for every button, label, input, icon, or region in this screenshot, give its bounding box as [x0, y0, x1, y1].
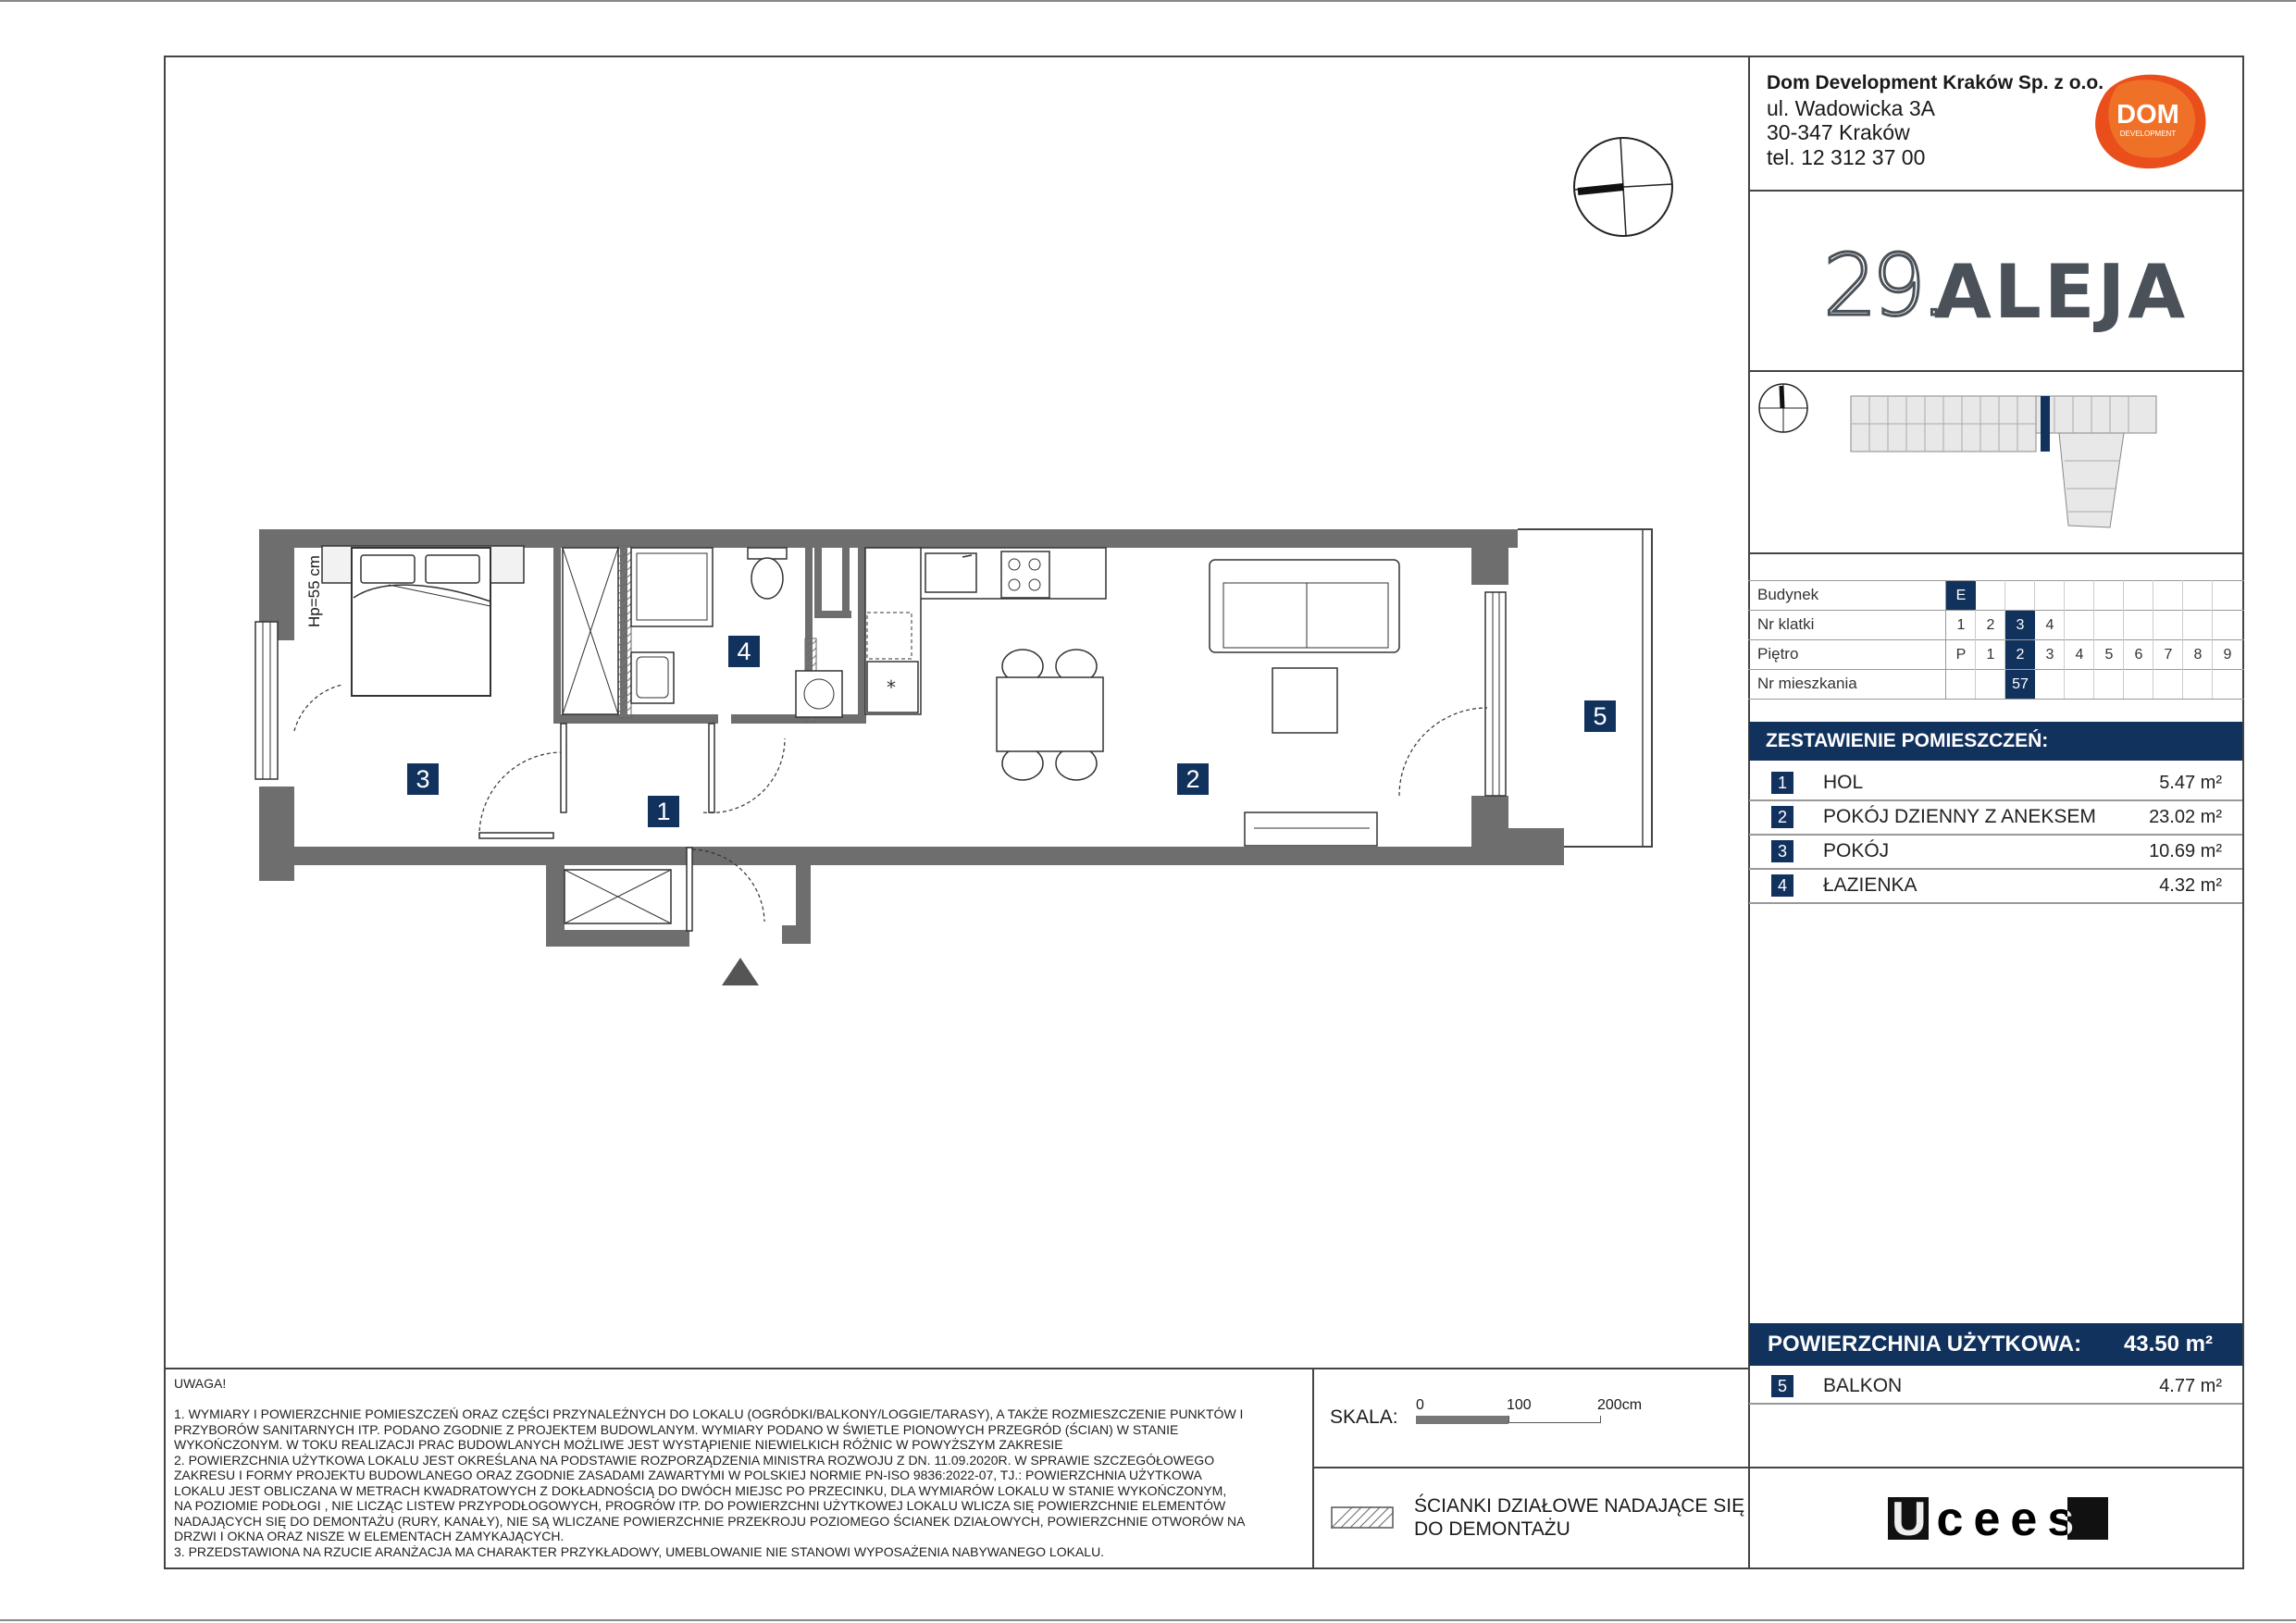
company-phone: tel. 12 312 37 00: [1767, 145, 1926, 169]
room-name: POKÓJ: [1823, 840, 1890, 861]
room-area: 10.69 m²: [2149, 841, 2222, 861]
dom-development-logo: [2086, 67, 2210, 172]
klatka-cell: 1: [1956, 617, 1966, 633]
notes-title: UWAGA!: [174, 1376, 227, 1391]
note-line: 1. WYMIARY I POWIERZCHNIE POMIESZCZEŃ ORAZ CZĘŚCI PRZYNALEŻNYCH DO LOKALU (OGRÓDKI/BALKONY/LOGGIE/TARASY), A TAKŻE ROZMIESZCZENIE PUNKTÓW I: [174, 1406, 1244, 1421]
room-row: [1749, 800, 2242, 836]
klatka-cell: 2: [1986, 617, 1995, 633]
note-line: PRZYBORÓW SANITARNYCH ITP. PODANO ZGODNIE Z PROJEKTEM BUDOWLANYM. WYMIARY PODANO W ŚWIETLE PIONOWYCH PRZEGRÓD (ŚCIAN) W STANIE: [174, 1421, 1179, 1437]
total-area-value: 43.50 m²: [2123, 1332, 2213, 1357]
note-line: 2. POWIERZCHNIA UŻYTKOWA LOKALU JEST OKREŚLANA NA PODSTAWIE ROZPORZĄDZENIA MINISTRA ROZWOJU Z DN. 11.09.2020R. W SPRAWIE SZCZEGÓŁOWEGO: [174, 1452, 1215, 1468]
floor-plan: [250, 518, 1675, 1004]
note-line: LOKALU JEST OBLICZANA W METRACH KWADRATOWYCH Z DOKŁADNOŚCIĄ DO DWÓCH MIEJSC PO PRZECINKU, DLA WYMIARÓW LOKALU W STANIE WYKOŃCZONYM,: [174, 1482, 1227, 1498]
total-area-bar: [1749, 1323, 2242, 1366]
info-table: [1748, 580, 2244, 700]
balcony-num: 5: [1771, 1375, 1793, 1397]
notes-body: [174, 1406, 1305, 1559]
plan-label-balcony: 5: [1584, 700, 1616, 732]
room-num: 1: [1771, 772, 1793, 794]
mieszkanie-value: 57: [2005, 670, 2035, 699]
scale-bar-filled: [1416, 1416, 1508, 1424]
hatch-swatch-icon: [1331, 1506, 1394, 1529]
pietro-cell-selected: 2: [2005, 640, 2035, 669]
pietro-cell: 8: [2193, 647, 2203, 663]
ucees-logo-text: Ucees: [1892, 1493, 2085, 1546]
pietro-cell: 3: [2045, 647, 2054, 663]
balcony-area: 4.77 m²: [2159, 1376, 2222, 1396]
klatka-cell-selected: 3: [2005, 611, 2035, 639]
note-line: NA POZIOMIE PODŁOGI , NIE LICZĄC LISTEW PRZYPODŁOGOWYCH, PROGRÓW ITP. DO POWIERZCHNI UŻYTKOWEJ LOKALU WLICZA SIĘ POWIERZCHNIE ELEMENTÓW: [174, 1498, 1226, 1513]
note-line: WYKOŃCZONYM. W TOKU REALIZACJI PRAC BUDOWLANYCH MOŻLIWE JEST WYSTĄPIENIE NIEWIELKICH RÓŻNIC W POWYŻSZYM ZAKRESIE: [174, 1437, 1063, 1452]
room-area: 4.32 m²: [2159, 875, 2222, 896]
plan-label-hol: 1: [648, 796, 679, 827]
label-nr-mieszkania: Nr mieszkania: [1757, 675, 1857, 692]
pietro-cell: 5: [2104, 647, 2114, 663]
pietro-cell: 9: [2223, 647, 2232, 663]
klatka-cell: 4: [2045, 617, 2054, 633]
footer-divider: [1748, 1467, 2244, 1468]
room-num: 4: [1771, 874, 1793, 897]
window-height-note: Hp=55 cm: [305, 555, 323, 627]
project-logo-name: ALEJA: [1934, 249, 2189, 335]
pietro-cell: P: [1955, 647, 1967, 663]
project-logo-num: 29.: [1823, 236, 1942, 335]
room-name: POKÓJ DZIENNY Z ANEKSEM: [1823, 806, 2096, 827]
north-compass-icon: [1569, 132, 1678, 246]
budynek-value: E: [1946, 581, 1976, 610]
legend-line-2: DO DEMONTAŻU: [1414, 1518, 1570, 1540]
header-divider: [1748, 190, 2244, 192]
scale-bar-empty: [1508, 1416, 1601, 1423]
logo-text-dom: DOM: [2116, 100, 2179, 130]
scale-label: SKALA:: [1330, 1406, 1398, 1428]
plan-label-bathroom: 4: [728, 636, 760, 667]
page-top-edge: [0, 0, 2296, 2]
room-area: 23.02 m²: [2149, 807, 2222, 827]
room-row: [1749, 869, 2242, 904]
svg-text:*: *: [887, 676, 896, 699]
legend-line-1: ŚCIANKI DZIAŁOWE NADAJĄCE SIĘ: [1414, 1495, 1745, 1517]
company-name: Dom Development Kraków Sp. z o.o.: [1767, 72, 2104, 93]
logo-text-development: DEVELOPMENT: [2119, 130, 2177, 138]
legend-divider: [1312, 1467, 1750, 1468]
logo-divider: [1748, 370, 2244, 372]
room-num: 3: [1771, 840, 1793, 862]
pietro-cell: 4: [2075, 647, 2084, 663]
balcony-row: [1749, 1369, 2242, 1405]
room-num: 2: [1771, 806, 1793, 828]
room-area: 5.47 m²: [2159, 773, 2222, 793]
project-logo: [1823, 236, 2189, 335]
note-line: DRZWI I OKNA ORAZ NISZE W ELEMENTACH ZAMYKAJĄCYCH.: [174, 1529, 565, 1543]
note-line: 3. PRZEDSTAWIONA NA RZUCIE ARANŻACJA MA CHARAKTER PRZYKŁADOWY, UMEBLOWANIE NIE STANOWI WYPOSAŻENIA NABYWANEGO LOKALU.: [174, 1543, 1105, 1559]
scale-tick-0: 0: [1416, 1397, 1424, 1413]
page-bottom-edge: [0, 1619, 2296, 1621]
company-street: ul. Wadowicka 3A: [1767, 96, 1935, 120]
pietro-cell: 1: [1986, 647, 1995, 663]
plan-label-living: 2: [1177, 763, 1209, 795]
keyplan-divider: [1748, 552, 2244, 554]
note-line: ZAKRESU I FORMY PROJEKTU BUDOWLANEGO ORAZ ZGODNIE ZASADAMI ZAWARTYMI W POLSKIEJ NORMIE PN-ISO 9836:2022-07, TJ.: POWIERZCHNIA UŻYTKOWA: [174, 1468, 1202, 1482]
scale-tick-200: 200cm: [1597, 1397, 1643, 1413]
label-pietro: Piętro: [1757, 645, 1799, 663]
room-name: ŁAZIENKA: [1823, 874, 1917, 896]
total-area-label: POWIERZCHNIA UŻYTKOWA:: [1768, 1332, 2082, 1357]
label-budynek: Budynek: [1757, 586, 1819, 603]
pietro-cell: 6: [2134, 647, 2143, 663]
rooms-header: ZESTAWIENIE POMIESZCZEŃ:: [1749, 722, 2242, 761]
company-city: 30-347 Kraków: [1767, 120, 1910, 144]
pietro-cell: 7: [2164, 647, 2173, 663]
notes-divider: [164, 1368, 1750, 1369]
balcony-name: BALKON: [1823, 1375, 1903, 1396]
note-line: NADAJĄCYCH SIĘ DO DEMONTAŻU (RURY, KANAŁY), NIE SĄ WLICZANE POWIERZCHNIE PRZEKROJU POZIOMEGO ŚCIANEK DZIAŁOWYCH, POWIERZCHNIE OTWORÓW NA: [174, 1513, 1246, 1529]
key-plan-compass-icon: [1756, 381, 1810, 440]
scale-tick-100: 100: [1507, 1397, 1532, 1413]
scale-divider: [1312, 1368, 1314, 1569]
room-row: [1749, 835, 2242, 870]
room-row: [1749, 766, 2242, 801]
key-plan: [1846, 387, 2161, 539]
room-name: HOL: [1823, 772, 1864, 793]
legend-text: [1414, 1494, 1744, 1541]
label-nr-klatki: Nr klatki: [1757, 615, 1815, 633]
plan-label-room: 3: [407, 763, 439, 795]
